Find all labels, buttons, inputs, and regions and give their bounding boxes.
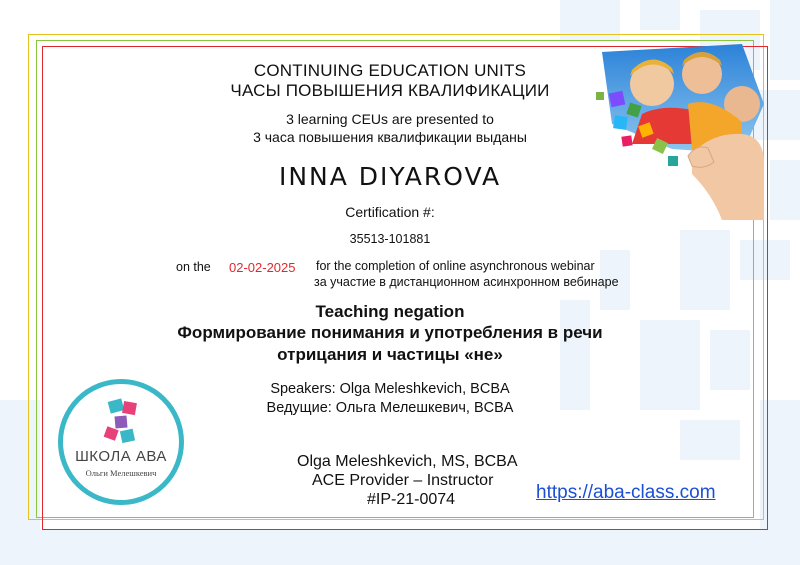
instructor-line3: #IP-21-0074 bbox=[367, 491, 456, 508]
speakers-en: Speakers: Olga Meleshkevich, BCBA bbox=[270, 381, 510, 397]
school-logo bbox=[58, 379, 184, 505]
completion-prefix: on the bbox=[176, 260, 211, 274]
logo-subtitle: Ольги Мелешкевич bbox=[85, 468, 157, 478]
course-title-en: Teaching negation bbox=[315, 302, 465, 321]
speakers-ru: Ведущие: Ольга Мелешкевич, BCBA bbox=[266, 400, 514, 416]
completion-text-ru: за участие в дистанционном асинхронном вебинаре bbox=[314, 275, 619, 289]
completion-date: 02-02-2025 bbox=[229, 260, 296, 275]
title-ru: ЧАСЫ ПОВЫШЕНИЯ КВАЛИФИКАЦИИ bbox=[230, 81, 550, 100]
puzzle-icon bbox=[63, 384, 179, 500]
course-title-ru-line2: отрицания и частицы «не» bbox=[277, 345, 503, 364]
certification-number: 35513-101881 bbox=[349, 232, 431, 246]
course-title-ru-line1: Формирование понимания и употребления в речи bbox=[177, 323, 603, 342]
recipient-name: INNA DIYAROVA bbox=[278, 162, 502, 191]
instructor-line2: ACE Provider – Instructor bbox=[312, 472, 494, 489]
certification-label: Certification #: bbox=[345, 204, 435, 220]
completion-text-en: for the completion of online asynchronous webinar bbox=[316, 259, 595, 273]
logo-title: ШКОЛА АВА bbox=[75, 448, 167, 465]
presented-ru: 3 часа повышения квалификации выданы bbox=[253, 129, 527, 145]
title-en: CONTINUING EDUCATION UNITS bbox=[253, 61, 527, 80]
presented-en: 3 learning CEUs are presented to bbox=[286, 111, 494, 127]
website-link[interactable]: https://aba-class.com bbox=[536, 482, 716, 503]
instructor-line1: Olga Meleshkevich, MS, BCBA bbox=[297, 453, 518, 470]
